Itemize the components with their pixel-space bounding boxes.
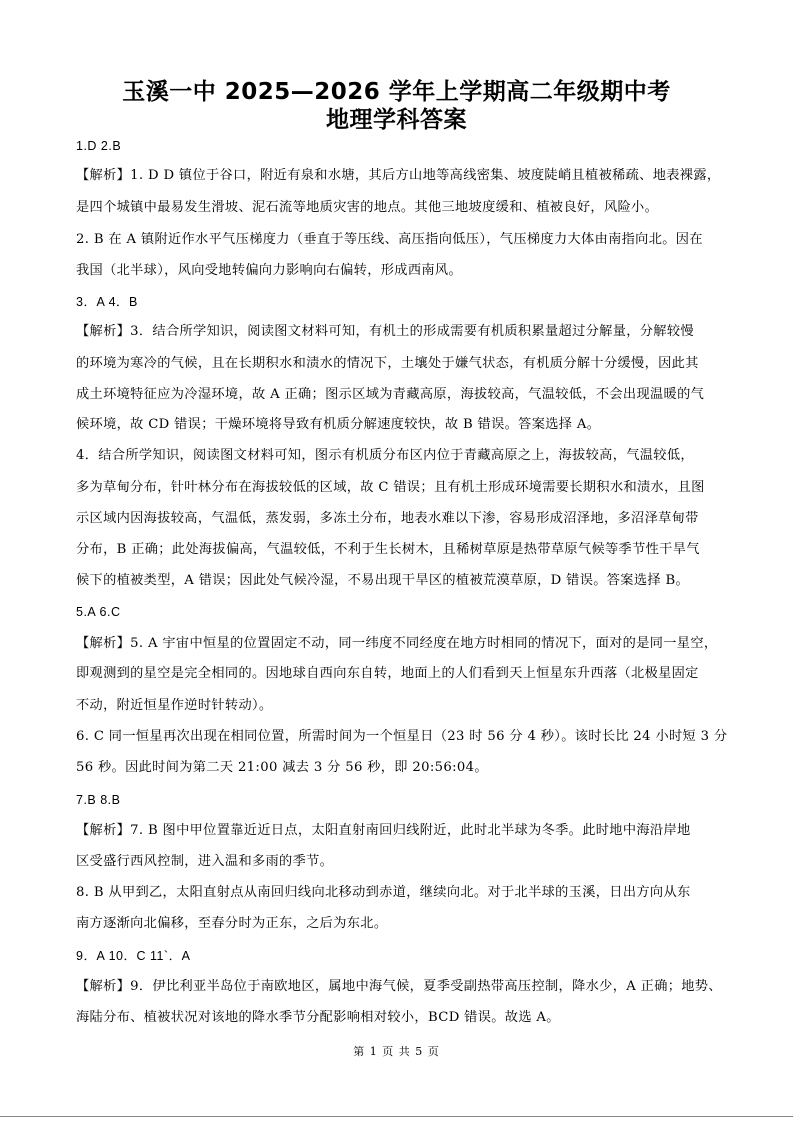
analysis-line: 多为草甸分布，针叶林分布在海拔较低的区域，故 C 错误；且有机土形成环境需要长期积水和渍水，且图 — [76, 480, 705, 495]
analysis-line: 【解析】3．结合所学知识，阅读图文材料可知，有机土的形成需要有机质积累量超过分解量，分解较慢 — [76, 324, 694, 339]
answer-line-1-2: 1.D 2.B — [76, 139, 122, 153]
page-title: 玉溪一中 2025—2026 学年上学期高二年级期中考 — [122, 79, 671, 105]
analysis-line: 4．结合所学知识，阅读图文材料可知，图示有机质分布区内位于青藏高原之上，海拔较高，气温较低， — [76, 448, 694, 463]
analysis-line: 【解析】7. B 图中甲位置靠近近日点，太阳直射南回归线附近，此时北半球为冬季。此时地中海沿岸地 — [76, 823, 691, 838]
analysis-line: 【解析】5. A 宇宙中恒星的位置固定不动，同一纬度不同经度在地方时相同的情况下，面对的是同一星空， — [76, 636, 718, 651]
page-bottom-rule — [0, 1116, 793, 1117]
analysis-line: 【解析】1. D D 镇位于谷口，附近有泉和水塘，其后方山地等高线密集、坡度陡峭且植被稀疏、地表裸露， — [76, 168, 721, 183]
analysis-line: 6. C 同一恒星再次出现在相同位置，所需时间为一个恒星日（23 时 56 分 4 秒）。该时长比 24 小时短 3 分 — [76, 729, 728, 744]
analysis-line: 示区域内因海拔较高，气温低，蒸发弱，多冻土分布，地表水难以下渗，容易形成沼泽地，多沼泽草甸带 — [76, 511, 699, 526]
answer-line-5-6: 5.A 6.C — [76, 605, 121, 619]
analysis-line: 8. B 从甲到乙，太阳直射点从南回归线向北移动到赤道，继续向北。对于北半球的玉溪，日出方向从东 — [76, 885, 691, 900]
analysis-line: 海陆分布、植被状况对该地的降水季节分配影响相对较小，BCD 错误。故选 A。 — [76, 1010, 560, 1025]
analysis-line: 我国（北半球），风向受地转偏向力影响向右偏转，形成西南风。 — [76, 263, 462, 278]
analysis-line: 分布，B 正确；此处海拔偏高，气温较低，不利于生长树木，且稀树草原是热带草原气候等季节性干旱气 — [76, 542, 700, 557]
analysis-line: 56 秒。因此时间为第二天 21:00 减去 3 分 56 秒，即 20:56:04。 — [76, 760, 488, 775]
analysis-line: 候下的植被类型，A 错误；因此处气候冷湿，不易出现干旱区的植被荒漠草原，D 错误。答案选择 B。 — [76, 573, 690, 588]
answer-line-3-4: 3．A 4．B — [76, 295, 138, 309]
analysis-line: 即观测到的星空是完全相同的。因地球自西向东自转，地面上的人们看到天上恒星东升西落（北极星固定 — [76, 666, 699, 681]
analysis-line: 是四个城镇中最易发生滑坡、泥石流等地质灾害的地点。其他三地坡度缓和、植被良好，风险小。 — [76, 200, 659, 215]
page-number: 第 1 页 共 5 页 — [353, 1045, 440, 1058]
analysis-line: 南方逐渐向北偏移，至春分时为正东，之后为东北。 — [76, 916, 388, 931]
analysis-line: 的环境为寒冷的气候，且在长期积水和渍水的情况下，土壤处于嫌气状态，有机质分解十分缓慢，因此其 — [76, 356, 699, 371]
analysis-line: 候环境，故 CD 错误；干燥环境将导致有机质分解速度较快，故 B 错误。答案选择 A。 — [76, 417, 601, 432]
analysis-line: 不动，附近恒星作逆时针转动）。 — [76, 698, 273, 713]
analysis-line: 【解析】9．伊比利亚半岛位于南欧地区，属地中海气候，夏季受副热带高压控制，降水少，A 正确；地势、 — [76, 979, 722, 994]
analysis-line: 区受盛行西风控制，进入温和多雨的季节。 — [76, 854, 334, 869]
page-subtitle: 地理学科答案 — [326, 107, 467, 133]
answer-line-9-11: 9．A 10．C 11`．A — [76, 949, 191, 963]
analysis-line: 成土环境特征应为冷湿环境，故 A 正确；图示区域为青藏高原，海拔较高，气温较低，不会出现温暖的气 — [76, 387, 705, 402]
analysis-line: 2. B 在 A 镇附近作水平气压梯度力（垂直于等压线、高压指向低压），气压梯度力大体由南指向北。因在 — [76, 232, 703, 247]
answer-line-7-8: 7.B 8.B — [76, 793, 121, 807]
